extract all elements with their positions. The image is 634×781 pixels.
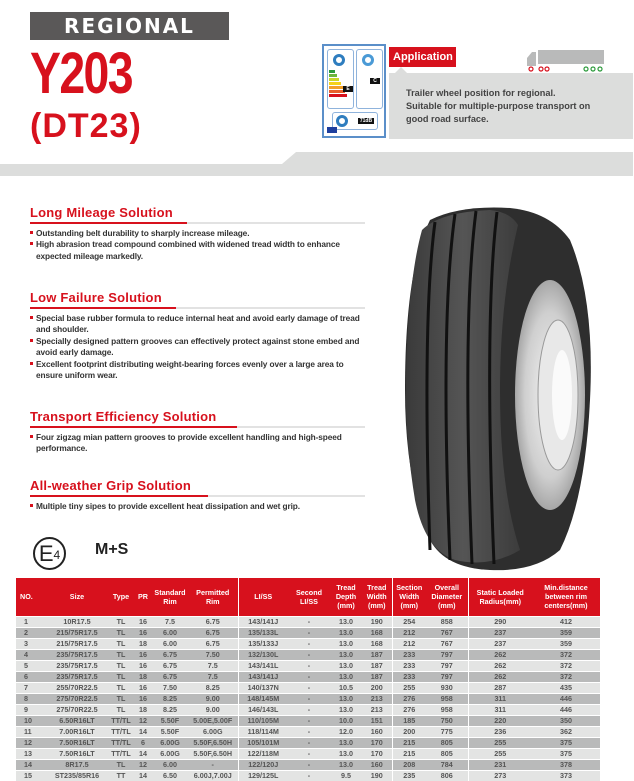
cell-type: TT/TL: [108, 737, 134, 748]
cell-overall-diameter: 775: [426, 726, 468, 737]
feature-title: Long Mileage Solution: [30, 205, 173, 220]
cell-second-li-ss: -: [288, 638, 330, 649]
cell-tread-depth: 13.0: [330, 748, 362, 759]
feature-all-weather-grip: [30, 478, 365, 512]
cell-tread-depth: 13.0: [330, 671, 362, 682]
feature-transport-efficiency: [30, 409, 365, 455]
cell-type: TL: [108, 660, 134, 671]
spec-table-body: [16, 616, 600, 781]
cell-min-distance: 375: [532, 737, 600, 748]
cell-overall-diameter: 958: [426, 704, 468, 715]
cell-overall-diameter: 958: [426, 693, 468, 704]
cell-no: 12: [16, 737, 46, 748]
table-row: [16, 737, 600, 748]
cell-section-width: 276: [392, 693, 426, 704]
cell-min-distance: 359: [532, 638, 600, 649]
cell-tread-depth: 13.0: [330, 704, 362, 715]
col-section-width: Section Width (mm): [392, 578, 426, 616]
col-tread-width: Tread Width (mm): [362, 578, 392, 616]
cell-static-loaded-radius: 287: [468, 682, 532, 693]
table-row: [16, 649, 600, 660]
truck-trailer-icon: [524, 46, 609, 80]
cell-pr: 16: [134, 660, 152, 671]
table-row: [16, 671, 600, 682]
cell-static-loaded-radius: 311: [468, 704, 532, 715]
cell-pr: 14: [134, 770, 152, 781]
wet-grip-grade: C: [370, 78, 380, 84]
cell-li-ss: 143/141J: [238, 671, 288, 682]
cell-li-ss: 118/114M: [238, 726, 288, 737]
cell-pr: 12: [134, 715, 152, 726]
trailer-wheel: [591, 67, 595, 71]
table-row: [16, 638, 600, 649]
eu-tyre-label: [322, 44, 386, 138]
cell-li-ss: 140/137N: [238, 682, 288, 693]
cell-static-loaded-radius: 236: [468, 726, 532, 737]
cell-size: 215/75R17.5: [46, 627, 108, 638]
cell-section-width: 233: [392, 649, 426, 660]
cell-no: 6: [16, 671, 46, 682]
cell-no: 5: [16, 660, 46, 671]
cell-size: 6.50R16LT: [46, 715, 108, 726]
cell-standard-rim: 6.50: [152, 770, 188, 781]
cell-permitted-rim: 8.25: [188, 682, 238, 693]
cell-size: 275/70R22.5: [46, 704, 108, 715]
cell-second-li-ss: -: [288, 671, 330, 682]
cell-section-width: 208: [392, 759, 426, 770]
cell-type: TL: [108, 693, 134, 704]
cell-standard-rim: 6.00G: [152, 737, 188, 748]
cell-type: TL: [108, 759, 134, 770]
cell-tread-width: 168: [362, 638, 392, 649]
cell-type: TL: [108, 671, 134, 682]
cell-standard-rim: 7.50: [152, 682, 188, 693]
cell-static-loaded-radius: 262: [468, 649, 532, 660]
model-name: Y203: [30, 41, 132, 106]
cell-section-width: 255: [392, 682, 426, 693]
cell-pr: 16: [134, 627, 152, 638]
cell-type: TL: [108, 616, 134, 627]
cell-permitted-rim: 6.75: [188, 627, 238, 638]
cell-standard-rim: 5.50F: [152, 726, 188, 737]
cell-tread-width: 170: [362, 748, 392, 759]
spec-table: [16, 578, 600, 781]
feature-rule: [30, 495, 365, 497]
cell-permitted-rim: 5.50F,6.50H: [188, 748, 238, 759]
noise-tyre-icon: [336, 115, 348, 127]
cell-permitted-rim: 7.50: [188, 649, 238, 660]
cell-pr: 18: [134, 671, 152, 682]
cell-static-loaded-radius: 255: [468, 748, 532, 759]
cell-min-distance: 446: [532, 704, 600, 715]
grade-bar-b: [329, 74, 337, 77]
cell-permitted-rim: 6.75: [188, 616, 238, 627]
cell-no: 7: [16, 682, 46, 693]
series-badge: REGIONAL: [30, 12, 229, 40]
cell-section-width: 235: [392, 770, 426, 781]
fuel-grade: E: [343, 86, 353, 92]
col-no: NO.: [16, 578, 46, 616]
cell-min-distance: 350: [532, 715, 600, 726]
feature-title: All-weather Grip Solution: [30, 478, 192, 493]
cell-overall-diameter: 750: [426, 715, 468, 726]
grade-bar-e: [329, 86, 343, 89]
spec-table-header: [16, 578, 600, 616]
noise-value: 71dB: [359, 118, 373, 124]
cell-section-width: 212: [392, 627, 426, 638]
cell-section-width: 254: [392, 616, 426, 627]
cell-type: TL: [108, 704, 134, 715]
cell-no: 14: [16, 759, 46, 770]
grade-bar-a: [329, 70, 335, 73]
cell-pr: 6: [134, 737, 152, 748]
table-row: [16, 627, 600, 638]
cell-li-ss: 143/141J: [238, 616, 288, 627]
cell-type: TL: [108, 649, 134, 660]
col-li-ss: LI/SS: [238, 578, 288, 616]
cell-section-width: 276: [392, 704, 426, 715]
application-tag: Application: [389, 47, 456, 67]
header-divider-band: [282, 152, 633, 164]
cell-size: 235/75R17.5: [46, 660, 108, 671]
cell-type: TT: [108, 770, 134, 781]
mud-snow-mark: M+S: [95, 541, 129, 558]
cell-tread-depth: 13.0: [330, 759, 362, 770]
application-description: [389, 73, 633, 139]
cell-standard-rim: 6.75: [152, 671, 188, 682]
cell-pr: 16: [134, 682, 152, 693]
truck-cab: [527, 52, 536, 66]
cell-tread-width: 170: [362, 737, 392, 748]
cell-size: 7.50R16LT: [46, 748, 108, 759]
cell-min-distance: 373: [532, 770, 600, 781]
cell-standard-rim: 6.75: [152, 660, 188, 671]
feature-bullet: Multiple tiny sipes to provide excellent heat dissipation and wet grip.: [30, 501, 365, 512]
cell-tread-depth: 13.0: [330, 649, 362, 660]
cell-static-loaded-radius: 262: [468, 671, 532, 682]
cell-standard-rim: 6.00: [152, 759, 188, 770]
table-row: [16, 715, 600, 726]
grade-bar-d: [329, 82, 341, 85]
cell-li-ss: 143/141L: [238, 660, 288, 671]
cell-static-loaded-radius: 311: [468, 693, 532, 704]
cell-tread-width: 190: [362, 616, 392, 627]
cell-overall-diameter: 930: [426, 682, 468, 693]
cell-second-li-ss: -: [288, 726, 330, 737]
cell-section-width: 233: [392, 660, 426, 671]
cell-size: 275/70R22.5: [46, 693, 108, 704]
cell-size: 235/75R17.5: [46, 671, 108, 682]
cell-standard-rim: 5.50F: [152, 715, 188, 726]
cell-permitted-rim: 5.50F,6.50H: [188, 737, 238, 748]
cell-li-ss: 122/118M: [238, 748, 288, 759]
cell-second-li-ss: -: [288, 660, 330, 671]
feature-title: Low Failure Solution: [30, 290, 162, 305]
cell-li-ss: 129/125L: [238, 770, 288, 781]
cell-no: 1: [16, 616, 46, 627]
feature-rule: [30, 222, 365, 224]
e-mark-icon: $E_4$: [33, 537, 66, 570]
feature-low-failure: [30, 290, 365, 381]
cell-tread-depth: 13.0: [330, 693, 362, 704]
table-row: [16, 704, 600, 715]
cell-section-width: 215: [392, 737, 426, 748]
col-permitted-rim: Permitted Rim: [188, 578, 238, 616]
cell-li-ss: 110/105M: [238, 715, 288, 726]
cell-static-loaded-radius: 220: [468, 715, 532, 726]
cell-pr: 14: [134, 726, 152, 737]
cell-no: 2: [16, 627, 46, 638]
cell-tread-depth: 9.5: [330, 770, 362, 781]
cell-section-width: 185: [392, 715, 426, 726]
cell-standard-rim: 8.25: [152, 704, 188, 715]
cell-no: 13: [16, 748, 46, 759]
cell-no: 11: [16, 726, 46, 737]
cell-size: 7.00R16LT: [46, 726, 108, 737]
model-alt-name: (DT23): [30, 107, 142, 145]
table-row: [16, 682, 600, 693]
cell-no: 15: [16, 770, 46, 781]
col-type: Type: [108, 578, 134, 616]
cell-li-ss: 135/133J: [238, 638, 288, 649]
cell-tread-width: 187: [362, 649, 392, 660]
cell-overall-diameter: 784: [426, 759, 468, 770]
cell-second-li-ss: -: [288, 693, 330, 704]
grade-bar-c: [329, 78, 339, 81]
feature-title: Transport Efficiency Solution: [30, 409, 217, 424]
cell-permitted-rim: 5.00E,5.00F: [188, 715, 238, 726]
cell-overall-diameter: 797: [426, 660, 468, 671]
cell-min-distance: 359: [532, 627, 600, 638]
cell-size: 10R17.5: [46, 616, 108, 627]
cell-pr: 18: [134, 704, 152, 715]
cell-type: TT/TL: [108, 715, 134, 726]
cell-standard-rim: 6.00: [152, 638, 188, 649]
cell-no: 3: [16, 638, 46, 649]
cell-second-li-ss: -: [288, 682, 330, 693]
cell-static-loaded-radius: 262: [468, 660, 532, 671]
table-row: [16, 660, 600, 671]
cell-size: 235/75R17.5: [46, 649, 108, 660]
feature-bullet: Excellent footprint distributing weight-bearing forces evenly over a large area to ensure uniform wear.: [30, 359, 365, 382]
cell-li-ss: 122/120J: [238, 759, 288, 770]
cell-min-distance: 372: [532, 671, 600, 682]
cell-section-width: 200: [392, 726, 426, 737]
feature-bullet: Outstanding belt durability to sharply increase mileage.: [30, 228, 365, 239]
cell-static-loaded-radius: 255: [468, 737, 532, 748]
cell-permitted-rim: 9.00: [188, 693, 238, 704]
cell-tread-depth: 13.0: [330, 627, 362, 638]
cell-tread-depth: 10.5: [330, 682, 362, 693]
cell-second-li-ss: -: [288, 748, 330, 759]
feature-bullet: High abrasion tread compound combined with widened tread width to enhance expected mileage markedly.: [30, 239, 365, 262]
cell-pr: 16: [134, 616, 152, 627]
cab-wheel: [529, 67, 533, 71]
col-pr: PR: [134, 578, 152, 616]
cell-min-distance: 375: [532, 748, 600, 759]
cell-min-distance: 412: [532, 616, 600, 627]
cell-min-distance: 435: [532, 682, 600, 693]
cell-type: TT/TL: [108, 748, 134, 759]
fuel-tyre-icon: [333, 54, 345, 66]
col-min-distance: Min.distance between rim centers(mm): [532, 578, 600, 616]
table-row: [16, 616, 600, 627]
cell-tread-width: 187: [362, 671, 392, 682]
application-line: good road surface.: [406, 114, 489, 124]
application-line: Suitable for multiple-purpose transport on: [406, 101, 591, 111]
cell-no: 4: [16, 649, 46, 660]
cell-section-width: 215: [392, 748, 426, 759]
cell-overall-diameter: 797: [426, 671, 468, 682]
cell-li-ss: 146/143L: [238, 704, 288, 715]
drive-wheel: [545, 67, 549, 71]
wet-tyre-icon: [362, 54, 374, 66]
cell-tread-width: 190: [362, 770, 392, 781]
cell-min-distance: 362: [532, 726, 600, 737]
cell-second-li-ss: -: [288, 649, 330, 660]
cell-permitted-rim: -: [188, 759, 238, 770]
cell-tread-depth: 13.0: [330, 638, 362, 649]
cell-second-li-ss: -: [288, 737, 330, 748]
cell-standard-rim: 6.00G: [152, 748, 188, 759]
cell-static-loaded-radius: 237: [468, 627, 532, 638]
wheel-center: [552, 350, 572, 440]
cell-standard-rim: 7.5: [152, 616, 188, 627]
cell-tread-depth: 13.0: [330, 660, 362, 671]
cell-min-distance: 378: [532, 759, 600, 770]
cell-permitted-rim: 6.75: [188, 638, 238, 649]
cell-permitted-rim: 6.00J,7.00J: [188, 770, 238, 781]
cell-permitted-rim: 7.5: [188, 660, 238, 671]
cell-second-li-ss: -: [288, 715, 330, 726]
cell-min-distance: 446: [532, 693, 600, 704]
cell-min-distance: 372: [532, 649, 600, 660]
cell-overall-diameter: 805: [426, 737, 468, 748]
table-row: [16, 726, 600, 737]
drive-wheel: [539, 67, 543, 71]
cell-tread-depth: 12.0: [330, 726, 362, 737]
feature-bullet: Special base rubber formula to reduce internal heat and avoid early damage of tread and shoulder.: [30, 313, 365, 336]
feature-bullet: Specially designed pattern grooves can effectively protect against stone embed and avoid early damage.: [30, 336, 365, 359]
cell-permitted-rim: 6.00G: [188, 726, 238, 737]
cell-no: 8: [16, 693, 46, 704]
eu-flag-icon: [327, 127, 337, 133]
cell-second-li-ss: -: [288, 759, 330, 770]
cell-size: 255/70R22.5: [46, 682, 108, 693]
cell-tread-depth: 10.0: [330, 715, 362, 726]
col-standard-rim: Standard Rim: [152, 578, 188, 616]
tyre-image: [400, 200, 600, 572]
table-row: [16, 770, 600, 781]
cell-pr: 16: [134, 693, 152, 704]
cell-static-loaded-radius: 290: [468, 616, 532, 627]
cell-overall-diameter: 806: [426, 770, 468, 781]
cell-li-ss: 105/101M: [238, 737, 288, 748]
cell-size: 215/75R17.5: [46, 638, 108, 649]
cell-no: 10: [16, 715, 46, 726]
cell-second-li-ss: -: [288, 704, 330, 715]
cell-overall-diameter: 858: [426, 616, 468, 627]
cell-section-width: 212: [392, 638, 426, 649]
cell-li-ss: 148/145M: [238, 693, 288, 704]
feature-long-mileage: [30, 205, 365, 262]
cell-standard-rim: 6.75: [152, 649, 188, 660]
table-row: [16, 748, 600, 759]
col-overall-diameter: Overall Diameter (mm): [426, 578, 468, 616]
cell-pr: 12: [134, 759, 152, 770]
cell-tread-width: 213: [362, 704, 392, 715]
cell-tread-width: 200: [362, 682, 392, 693]
cell-tread-width: 160: [362, 759, 392, 770]
feature-bullet: Four zigzag mian pattern grooves to provide excellent handling and high-speed performance.: [30, 432, 365, 455]
cell-tread-depth: 13.0: [330, 737, 362, 748]
cell-standard-rim: 6.00: [152, 627, 188, 638]
cell-tread-width: 151: [362, 715, 392, 726]
cell-second-li-ss: -: [288, 616, 330, 627]
grade-bar-g: [329, 94, 347, 97]
col-second-li-ss: Second LI/SS: [288, 578, 330, 616]
cell-permitted-rim: 7.5: [188, 671, 238, 682]
cell-type: TL: [108, 627, 134, 638]
col-static-loaded-radius: Static Loaded Radius(mm): [468, 578, 532, 616]
col-tread-depth: Tread Depth (mm): [330, 578, 362, 616]
cell-tread-width: 187: [362, 660, 392, 671]
cell-size: 8R17.5: [46, 759, 108, 770]
cell-pr: 14: [134, 748, 152, 759]
table-row: [16, 759, 600, 770]
trailer-wheel: [598, 67, 602, 71]
feature-rule: [30, 426, 365, 428]
table-row: [16, 693, 600, 704]
cell-type: TL: [108, 638, 134, 649]
trailer-body: [538, 50, 604, 64]
cell-tread-width: 168: [362, 627, 392, 638]
cell-second-li-ss: -: [288, 770, 330, 781]
cell-li-ss: 132/130L: [238, 649, 288, 660]
cell-static-loaded-radius: 237: [468, 638, 532, 649]
cell-static-loaded-radius: 273: [468, 770, 532, 781]
cell-overall-diameter: 805: [426, 748, 468, 759]
feature-rule: [30, 307, 365, 309]
cell-permitted-rim: 9.00: [188, 704, 238, 715]
cell-pr: 18: [134, 638, 152, 649]
trailer-wheel: [584, 67, 588, 71]
cell-tread-depth: 13.0: [330, 616, 362, 627]
cell-no: 9: [16, 704, 46, 715]
application-line: Trailer wheel position for regional.: [406, 88, 556, 98]
cell-li-ss: 135/133L: [238, 627, 288, 638]
cell-pr: 16: [134, 649, 152, 660]
cell-min-distance: 372: [532, 660, 600, 671]
cell-overall-diameter: 797: [426, 649, 468, 660]
header-divider: [0, 164, 633, 176]
cell-size: ST235/85R16: [46, 770, 108, 781]
cell-section-width: 233: [392, 671, 426, 682]
cell-static-loaded-radius: 231: [468, 759, 532, 770]
cell-overall-diameter: 767: [426, 638, 468, 649]
cell-overall-diameter: 767: [426, 627, 468, 638]
cell-type: TT/TL: [108, 726, 134, 737]
cell-tread-width: 160: [362, 726, 392, 737]
cell-type: TL: [108, 682, 134, 693]
cell-size: 7.50R16LT: [46, 737, 108, 748]
cell-second-li-ss: -: [288, 627, 330, 638]
col-size: Size: [46, 578, 108, 616]
cell-standard-rim: 8.25: [152, 693, 188, 704]
cell-tread-width: 213: [362, 693, 392, 704]
